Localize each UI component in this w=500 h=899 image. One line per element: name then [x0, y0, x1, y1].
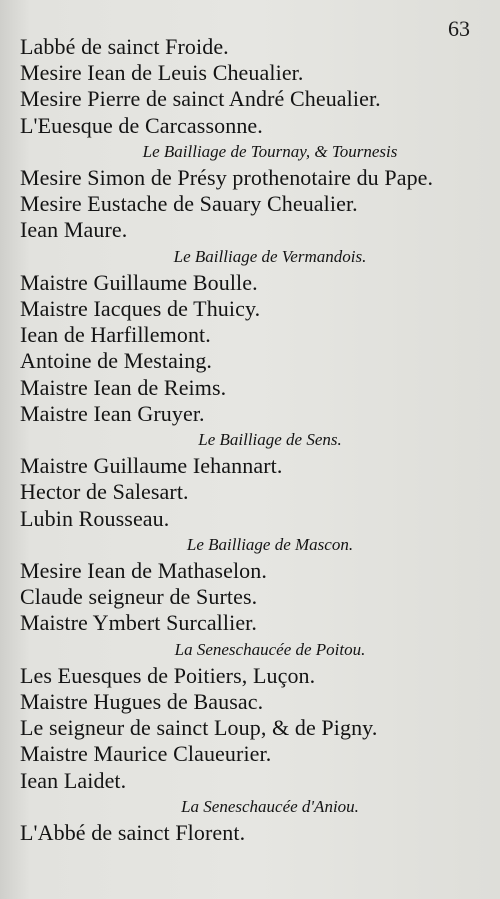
list-entry: Claude seigneur de Surtes. [20, 584, 258, 610]
list-entry: Maistre Iean de Reims. [20, 374, 227, 400]
section-heading: Le Bailliage de Vermandois. [173, 246, 367, 266]
list-entry: Iean Maure. [20, 217, 128, 243]
list-entry: Le seigneur de sainct Loup, & de Pigny. [20, 715, 378, 741]
list-entry: Les Euesques de Poitiers, Luçon. [20, 662, 316, 688]
section-heading: La Seneschaucée d'Aniou. [181, 796, 359, 816]
list-entry: Mesire Eustache de Sauary Cheualier. [20, 191, 358, 217]
section-heading: Le Bailliage de Mascon. [186, 534, 354, 554]
list-entry: Maistre Iean Gruyer. [20, 400, 205, 426]
list-entry: Iean Laidet. [20, 767, 127, 793]
list-entry: Mesire Pierre de sainct André Cheualier. [20, 86, 381, 112]
list-entry: Labbé de sainct Froide. [20, 34, 229, 59]
list-entry: L'Abbé de sainct Florent. [20, 820, 246, 846]
page-number: 63 [448, 16, 470, 41]
list-entry: L'Euesque de Carcassonne. [20, 112, 263, 138]
list-entry: Mesire Simon de Présy prothenotaire du Pape. [20, 165, 434, 191]
list-entry: Iean de Harfillemont. [20, 322, 211, 348]
name-list [20, 34, 460, 846]
list-entry: Lubin Rousseau. [20, 505, 170, 531]
section-heading: La Seneschaucée de Poitou. [174, 639, 366, 659]
list-entry: Hector de Salesart. [20, 479, 189, 505]
list-entry: Maistre Maurice Claueurier. [20, 741, 272, 767]
list-entry: Maistre Hugues de Bausac. [20, 689, 264, 715]
list-entry: Maistre Iacques de Thuicy. [20, 296, 261, 322]
list-entry: Maistre Ymbert Surcallier. [20, 610, 257, 636]
section-heading: Le Bailliage de Sens. [198, 430, 342, 450]
list-entry: Maistre Guillaume Boulle. [20, 269, 258, 295]
list-entry: Antoine de Mestaing. [20, 348, 213, 374]
list-entry: Maistre Guillaume Iehannart. [20, 453, 283, 479]
list-entry: Mesire Iean de Leuis Cheualier. [20, 60, 304, 86]
list-entry: Mesire Iean de Mathaselon. [20, 558, 267, 584]
section-heading: Le Bailliage de Tournay, & Tournesis [142, 141, 398, 161]
